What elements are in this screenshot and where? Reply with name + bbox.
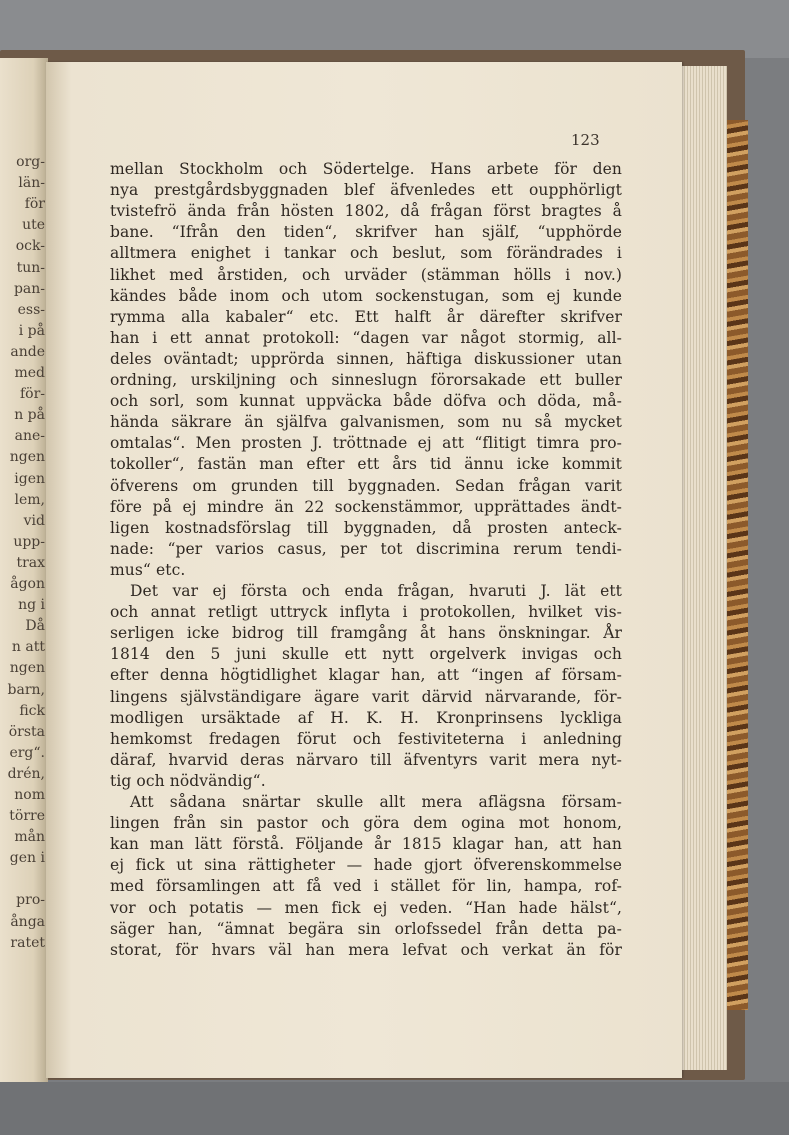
left-page-fragment: erg“.: [9, 744, 45, 761]
text-line: ordning, urskiljning och sinneslugn förorsakade ett buller: [110, 371, 622, 389]
text-line: tig och nödvändig“.: [110, 771, 266, 790]
left-page-fragment: vid: [23, 512, 45, 529]
text-line: med församlingen att få ved i stället för lin, hampa, rof-: [110, 877, 622, 896]
text-line: alltmera enighet i tankar och beslut, som förändrades i: [110, 244, 622, 263]
text-line: kan man lätt förstå. Följande år 1815 klagar han, att han: [110, 835, 622, 854]
left-page-fragment: Då: [25, 618, 45, 635]
text-line: likhet med årstiden, och urväder (stämman hölls i nov.): [110, 265, 622, 284]
left-page-fragment: ande: [10, 343, 45, 360]
text-line: Det var ej första och enda frågan, hvaruti J. lät ett: [130, 582, 622, 600]
text-line: före på ej mindre än 22 sockenstämmor, upprättades ändt-: [110, 497, 622, 516]
text-line: mellan Stockholm och Södertelge. Hans arbete för den: [110, 160, 622, 178]
text-line: säger han, “ämnat begära sin orlofssedel från detta pa-: [110, 919, 622, 938]
text-line: lingens självständigare ägare varit därvid närvarande, för-: [110, 687, 622, 706]
left-page-fragment: pan-: [13, 280, 45, 297]
text-line: omtalas“. Men prosten J. tröttnade ej att “flitigt timra pro-: [110, 434, 622, 453]
text-line: nade: “per varios casus, per tot discrimina rerum tendi-: [110, 539, 622, 558]
left-page-fragment: n på: [14, 407, 45, 424]
left-page-fragment: fick: [19, 702, 45, 719]
left-page-fragment: tun-: [16, 259, 45, 276]
left-page-fragment: ngen: [9, 449, 45, 466]
text-line: bane. “Ifrån den tiden“, skrifver han själf, “upphörde: [110, 223, 622, 242]
left-page: [0, 58, 48, 1082]
left-page-fragment: ane-: [14, 428, 45, 445]
left-page-fragment: pro-: [16, 892, 45, 909]
text-line: deles oväntadt; upprörda sinnen, häftiga diskussioner utan: [110, 349, 622, 368]
left-page-fragment: barn,: [7, 681, 45, 698]
left-page-fragment: igen: [14, 470, 45, 487]
left-page-fragment: gen i: [9, 850, 45, 867]
text-line: hända säkrare än själfva galvanismen, som nu så mycket: [110, 413, 622, 432]
left-page-fragment: örsta: [8, 723, 45, 740]
text-line: kändes både inom och utom sockenstugan, som ej kunde: [110, 286, 622, 305]
text-line: modligen ursäktade af H. K. H. Kronprinsens lyckliga: [110, 708, 622, 727]
text-line: Att sådana snärtar skulle allt mera aflägsna försam-: [130, 793, 622, 811]
left-page-fragment: ute: [22, 217, 45, 234]
text-line: öfverens om grunden till byggnaden. Sedan frågan varit: [110, 476, 622, 495]
left-page-fragment: nom: [14, 787, 45, 803]
right-page: [46, 62, 682, 1078]
page-fore-edge: [678, 66, 727, 1070]
text-line: lingen från sin pastor och göra dem ogina mot honom,: [110, 814, 622, 833]
text-line: och sorl, som kunnat uppväcka både döfva och döda, må-: [110, 392, 622, 411]
text-line: 1814 den 5 juni skulle ett nytt orgelverk invigas och: [110, 645, 622, 664]
text-line: hemkomst fredagen förut och festiviteterna i anledning: [110, 729, 622, 748]
left-page-fragment: med: [14, 365, 45, 381]
text-line: storat, för hvars väl han mera lefvat och verkat än för: [110, 940, 622, 959]
text-line: tokoller“, fastän man efter ett års tid ännu icke kommit: [110, 455, 622, 474]
text-line: ej fick ut sina rättigheter — hade gjort öfverenskommelse: [110, 856, 622, 875]
left-page-fragment: mån: [14, 829, 45, 846]
page-number: 123: [571, 131, 600, 149]
left-page-fragment: ock-: [15, 238, 45, 255]
left-page-fragment: upp-: [13, 533, 45, 550]
left-page-fragment: drén,: [7, 765, 45, 782]
left-page-fragment: ågon: [10, 576, 45, 592]
text-line: efter denna högtidlighet klagar han, att “ingen af försam-: [110, 666, 622, 685]
left-page-fragment: ng i: [18, 597, 45, 614]
text-line: han i ett annat protokoll: “dagen var något stormig, all-: [110, 328, 622, 347]
text-line: vor och potatis — men fick ej veden. “Han hade hälst“,: [110, 898, 622, 917]
text-line: tvistefrö ända från hösten 1802, då frågan först bragtes å: [110, 202, 622, 221]
left-page-fragment: ess-: [17, 301, 45, 318]
text-line: serligen icke bidrog till framgång åt hans önskningar. År: [110, 624, 622, 643]
text-line: däraf, hvarvid deras närvaro till äfventyrs varit mera nyt-: [110, 750, 622, 769]
text-line: rymma alla kabaler“ etc. Ett halft år därefter skrifver: [110, 307, 622, 326]
left-page-fragment: län-: [18, 175, 45, 192]
left-page-fragment: ratet: [10, 934, 45, 951]
left-page-fragment: org-: [16, 154, 45, 170]
left-page-fragment: n att: [11, 639, 45, 656]
text-line: ligen kostnadsförslag till byggnaden, då prosten anteck-: [110, 518, 622, 537]
left-page-fragment: törre: [9, 808, 45, 825]
left-page-fragment: ånga: [10, 913, 45, 930]
scan-bottom: [0, 1082, 789, 1135]
left-page-fragment: i på: [18, 322, 45, 339]
left-page-fragment: ngen: [9, 660, 45, 677]
text-line: och annat retligt uttryck inflyta i protokollen, hvilket vis-: [110, 603, 622, 622]
text-line: nya prestgårdsbyggnaden blef äfvenledes ett oupphörligt: [110, 181, 622, 200]
left-page-fragment: lem,: [14, 491, 45, 508]
left-page-fragment: för-: [19, 386, 45, 403]
left-page-fragment: för: [24, 196, 45, 213]
text-line: mus“ etc.: [110, 560, 186, 579]
left-page-fragment: trax: [16, 554, 45, 571]
